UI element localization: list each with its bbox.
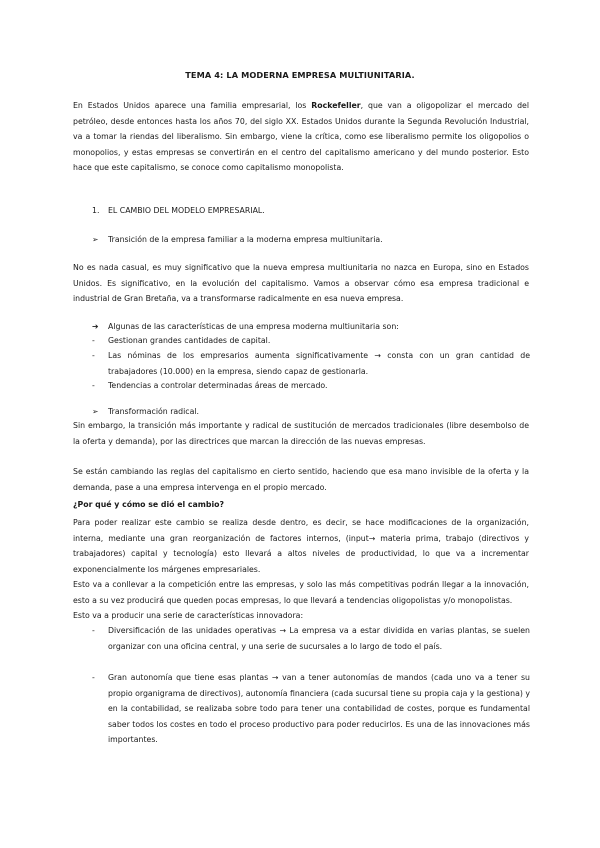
transition-heading	[92, 235, 383, 244]
radical-heading	[92, 407, 199, 416]
characteristics-intro	[92, 322, 399, 331]
section-1-number: 1.	[92, 206, 100, 215]
radical-paragraph: Sin embargo, la transición más importante y radical de sustitución de mercados tradicionales (libre desembolso de la oferta y demanda), por las directrices que marcan la dirección de las nuevas empresas.	[73, 421, 529, 446]
characteristics-intro-text: Algunas de las características de una empresa moderna multiunitaria son:	[108, 322, 399, 331]
right-arrow-bullet-icon: ➔	[92, 322, 99, 331]
list-item-text: Las nóminas de los empresarios aumenta significativamente → consta con un gran cantidad de trabajadores (10.000) en la empresa, siendo capaz de gestionarla.	[108, 351, 530, 376]
change-paragraph: Para poder realizar este cambio se realiza desde dentro, es decir, se hace modificaciones de la organización, interna, mediante una gran reorganización de factores internos, (input→ materia prima, trabajo (directivos y trabajadores) capital y tecnología) esto llevará a altos niveles de productividad, lo que va a incrementar exponencialmente los márgenes empresariales.	[73, 518, 529, 574]
intro-text-start: En Estados Unidos aparece una familia empresarial, los	[73, 101, 312, 110]
transition-heading-text: Transición de la empresa familiar a la moderna empresa multiunitaria.	[108, 235, 383, 244]
intro-text-end: , que van a oligopolizar el mercado del petróleo, desde entonces hasta los años 70, del siglo XX. Estados Unidos durante la Segunda Revolución Industrial, va a tomar la riendas del liberalismo. Sin embargo, viene la crítica, como ese liberalismo permite los oligopolios o monopolios, y estas empresas se convertirán en el centro del capitalismo americano y del mundo posterior. Esto hace que este capitalismo, se conoce como capitalismo monopolista.	[73, 101, 529, 173]
section-1-text: EL CAMBIO DEL MODELO EMPRESARIAL.	[108, 206, 265, 215]
list-item-text: Gestionan grandes cantidades de capital.	[108, 336, 271, 345]
list-item-text: Gran autonomía que tiene esas plantas → van a tener autonomías de mandos (cada uno va a tener su propio organigrama de directivos), autonomía financiera (cada sucursal tiene su propia caja y la gestiona) y en la contabilidad, se realizaba sobre todo para tener una contabilidad de costes, porque es fundamental saber todos los costes en todo el proceso productivo para poder reducirlos. Es una de las innovaciones más importantes.	[108, 673, 530, 745]
europe-paragraph: No es nada casual, es muy significativo que la nueva empresa multiunitaria no nazca en Europa, sino en Estados Unidos. Es significativo, en la evolución del capitalismo. Vamos a observar cómo esa empresa tradicional e industrial de Gran Bretaña, va a transformarse radicalmente en esa nueva empresa.	[73, 263, 529, 304]
dash-bullet: -	[92, 626, 95, 635]
question-heading: ¿Por qué y cómo se dió el cambio?	[73, 500, 225, 509]
list-item-text: Tendencias a controlar determinadas áreas de mercado.	[108, 381, 328, 390]
dash-bullet: -	[92, 351, 95, 360]
list-item-text: Diversificación de las unidades operativas → La empresa va a estar dividida en varias plantas, se suelen organizar con una oficina central, y una serie de sucursales a lo largo de todo el país.	[108, 626, 530, 651]
list-item	[92, 348, 530, 379]
list-item	[92, 670, 530, 748]
page-title: TEMA 4: LA MODERNA EMPRESA MULTIUNITARIA.	[185, 70, 415, 80]
arrowhead-bullet-icon: ➢	[92, 235, 99, 244]
dash-bullet: -	[92, 336, 95, 345]
rockefeller-bold: Rockefeller	[311, 101, 361, 110]
dash-bullet: -	[92, 673, 95, 682]
section-1-heading	[92, 206, 265, 215]
intro-paragraph	[73, 98, 529, 176]
arrowhead-bullet-icon: ➢	[92, 407, 99, 416]
series-paragraph: Esto va a producir una serie de características innovadora:	[73, 611, 304, 620]
list-item	[92, 623, 530, 654]
rules-paragraph: Se están cambiando las reglas del capitalismo en cierto sentido, haciendo que esa mano invisible de la oferta y la demanda, pase a una empresa intervenga en el propio mercado.	[73, 467, 529, 492]
competition-paragraph: Esto va a conllevar a la competición entre las empresas, y solo las más competitivas podrán llegar a la innovación, esto a su vez producirá que queden pocas empresas, lo que llevará a tendencias oligopolistas y/o monopolistas.	[73, 580, 529, 605]
radical-heading-text: Transformación radical.	[108, 407, 200, 416]
dash-bullet: -	[92, 381, 95, 390]
list-item	[92, 378, 530, 394]
list-item	[92, 333, 530, 349]
